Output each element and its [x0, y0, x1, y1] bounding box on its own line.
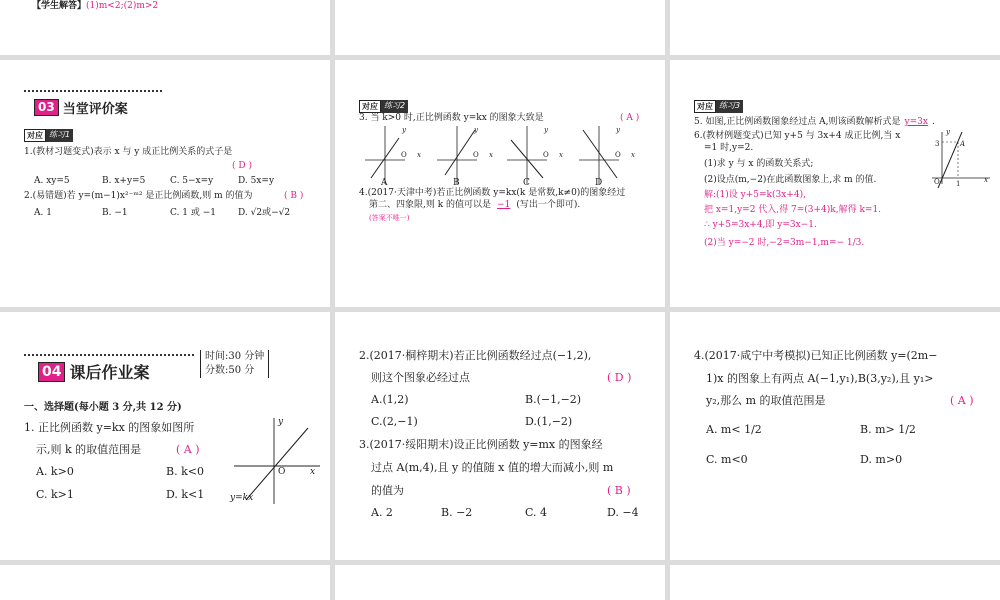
tag-label: 对应 [24, 129, 46, 142]
graph-d-x: x [631, 151, 635, 159]
tag-label: 对应 [694, 100, 716, 113]
section-header-04 [38, 360, 150, 383]
q4-line2-a: 第二、四象限,则 k 的值可以是 [369, 200, 492, 210]
tag-practice: 练习3 [716, 100, 743, 113]
graph-b [437, 126, 477, 184]
graph-x: x [310, 467, 316, 477]
graph-c-x: x [559, 151, 563, 159]
q3-option-d: D. −4 [607, 506, 639, 519]
q3-line2: 过点 A(m,4),且 y 的值随 x 值的增大而减小,则 m [371, 461, 614, 474]
graph-a [365, 126, 405, 184]
score-total: 分数:50 分 [205, 365, 255, 376]
header-stripe [24, 354, 194, 356]
time-score-box [200, 350, 269, 378]
q4-line3: y₂,那么 m 的取值范围是 [706, 394, 826, 407]
solution-line2: 把 x=1,y=2 代入,得 7=(3+4)k,解得 k=1. [704, 205, 882, 215]
panel-section-04 [0, 312, 330, 560]
student-answer [32, 0, 158, 12]
q2-option-a: A. 1 [34, 208, 52, 218]
graph-b-label: B [453, 178, 460, 188]
graph-o: O [278, 467, 286, 477]
q4-option-a: A. m< 1/2 [706, 423, 762, 436]
graph-a-x: x [417, 151, 421, 159]
q5-answer: y=3x [904, 117, 928, 127]
q4-option-c: C. m<0 [706, 453, 748, 466]
graph-c [507, 126, 547, 184]
solution-line3: ∴ y+5=3x+4,即 y=3x−1. [704, 220, 817, 230]
panel-practice-2 [335, 60, 665, 307]
q2-option-b: B.(−1,−2) [525, 393, 582, 406]
graph-c-o: O [543, 151, 549, 159]
graph-c-y: y [544, 126, 548, 134]
graph-label: y=kx [230, 493, 254, 503]
q1-option-c: C. 5−x=y [170, 176, 214, 186]
solution-line4: (2)当 y=−2 时,−2=3m−1,m=− 1/3. [704, 238, 865, 248]
answer-label: 【学生解答】 [32, 1, 87, 11]
section-title: 当堂评价案 [62, 102, 128, 117]
panel-practice-3 [670, 60, 1000, 307]
panel-bottom-middle [335, 312, 665, 560]
fig-one: 1 [956, 180, 961, 188]
answer-text: (1)m<2;(2)m>2 [86, 1, 159, 11]
q1-option-d: D. 5x=y [238, 176, 275, 186]
section-number: 04 [38, 362, 65, 382]
q1-option-b: B. k<0 [166, 465, 204, 478]
q3-stem: 3. 当 k>0 时,正比例函数 y=kx 的图象大致是 [359, 113, 544, 123]
q5-text: 5. 如图,正比例函数图象经过点 A,则该函数解析式是 y=3x . [694, 117, 935, 127]
graph-d-o: O [615, 151, 621, 159]
q6-line3: (1)求 y 与 x 的函数关系式; [704, 159, 814, 169]
section-number: 03 [34, 99, 59, 116]
q3-line1: 3.(2017·绥阳期末)设正比例函数 y=mx 的图象经 [359, 438, 603, 451]
tag-label: 对应 [359, 100, 381, 113]
q4-line2-b: (写出一个即可). [516, 200, 581, 210]
q2-option-d: D. √2或−√2 [238, 208, 291, 218]
section-header-03 [34, 98, 128, 117]
q1-answer: ( A ) [176, 443, 200, 456]
graph-b-y: y [474, 126, 478, 134]
header-stripe [24, 90, 164, 92]
q1-option-d: D. k<1 [166, 488, 205, 501]
q4-line1: 4.(2017·咸宁中考模拟)已知正比例函数 y=(2m− [694, 349, 938, 362]
q1-line1: 1. 正比例函数 y=kx 的图象如图所 [24, 421, 195, 434]
panel-bottom-cut-left [0, 565, 330, 600]
q1-option-a: A. xy=5 [34, 176, 70, 186]
graph-d [579, 126, 619, 184]
fig-o: O [934, 178, 940, 186]
fig-three: 3 [935, 140, 940, 148]
q2-option-d: D.(1,−2) [525, 415, 573, 428]
q6-line2: =1 时,y=2. [704, 143, 754, 153]
q3-line3: 的值为 [371, 484, 404, 497]
panel-bottom-cut-right [670, 565, 1000, 600]
q3-answer: ( A ) [620, 113, 640, 123]
solution-line1: 解:(1)设 y+5=k(3x+4), [704, 190, 806, 200]
q2-answer: ( B ) [284, 191, 304, 201]
panel-bottom-cut-middle [335, 565, 665, 600]
panel-section-03 [0, 60, 330, 307]
time-limit: 时间:30 分钟 [205, 351, 265, 362]
q3-graphs [355, 120, 655, 190]
q4-line2: 1)x 的图象上有两点 A(−1,y₁),B(3,y₂),且 y₁> [706, 372, 934, 385]
q2-option-b: B. −1 [102, 208, 128, 218]
tag-practice: 练习1 [46, 129, 73, 142]
q4-option-d: D. m>0 [860, 453, 903, 466]
section-title: 课后作业案 [69, 363, 150, 382]
q2-line1: 2.(2017·桐梓期末)若正比例函数经过点(−1,2), [359, 349, 592, 362]
fig-a: A [960, 140, 966, 148]
fig-x: x [984, 176, 988, 184]
panel-top-middle [335, 0, 665, 55]
graph-b-x: x [489, 151, 493, 159]
practice-tag [694, 100, 743, 113]
q4-note: (答案不唯一) [369, 214, 410, 222]
q4-line1: 4.(2017·天津中考)若正比例函数 y=kx(k 是常数,k≠0)的图象经过 [359, 188, 626, 198]
q4-option-b: B. m> 1/2 [860, 423, 916, 436]
panel-top-left [0, 0, 330, 55]
graph-c-label: C [523, 178, 530, 188]
q2-answer: ( D ) [607, 371, 632, 384]
q1-stem: 1.(教材习题变式)表示 x 与 y 成正比例关系的式子是 [24, 147, 233, 157]
tag-practice: 练习2 [381, 100, 408, 113]
q2-option-a: A.(1,2) [371, 393, 409, 406]
panel-top-right [670, 0, 1000, 55]
graph-a-label: A [381, 178, 388, 188]
q3-option-a: A. 2 [371, 506, 393, 519]
q2-option-c: C.(2,−1) [371, 415, 418, 428]
q4-line2 [369, 199, 580, 211]
q4-answer: ( A ) [950, 394, 974, 407]
panel-bottom-right [670, 312, 1000, 560]
q1-line2: 示,则 k 的取值范围是 [36, 443, 142, 456]
graph-d-label: D [595, 178, 603, 188]
q3-answer: ( B ) [607, 484, 631, 497]
q1-option-a: A. k>0 [36, 465, 74, 478]
fig-y: y [946, 128, 950, 136]
graph-a-y: y [402, 126, 406, 134]
q2-stem: 2.(易错题)若 y=(m−1)x²⁻ᵐ² 是正比例函数,则 m 的值为 [24, 191, 253, 201]
q1-answer: ( D ) [232, 161, 252, 171]
q6-line1: 6.(教材例题变式)已知 y+5 与 3x+4 成正比例,当 x [694, 131, 901, 141]
q4-blank: −1 [497, 200, 511, 210]
graph-y: y [278, 417, 284, 427]
q1-option-b: B. x+y=5 [102, 176, 146, 186]
q3-option-b: B. −2 [441, 506, 473, 519]
q5-stem: 5. 如图,正比例函数图象经过点 A,则该函数解析式是 [694, 117, 901, 127]
q6-line4: (2)设点(m,−2)在此函数图象上,求 m 的值. [704, 175, 877, 185]
q1-option-c: C. k>1 [36, 488, 74, 501]
graph-d-y: y [616, 126, 620, 134]
part-heading: 一、选择题(每小题 3 分,共 12 分) [24, 402, 182, 413]
practice-tag [24, 129, 73, 142]
graph-a-o: O [401, 151, 407, 159]
q2-option-c: C. 1 或 −1 [170, 208, 217, 218]
q2-line2: 则这个图象必经过点 [371, 371, 470, 384]
q3-option-c: C. 4 [525, 506, 548, 519]
graph-b-o: O [473, 151, 479, 159]
